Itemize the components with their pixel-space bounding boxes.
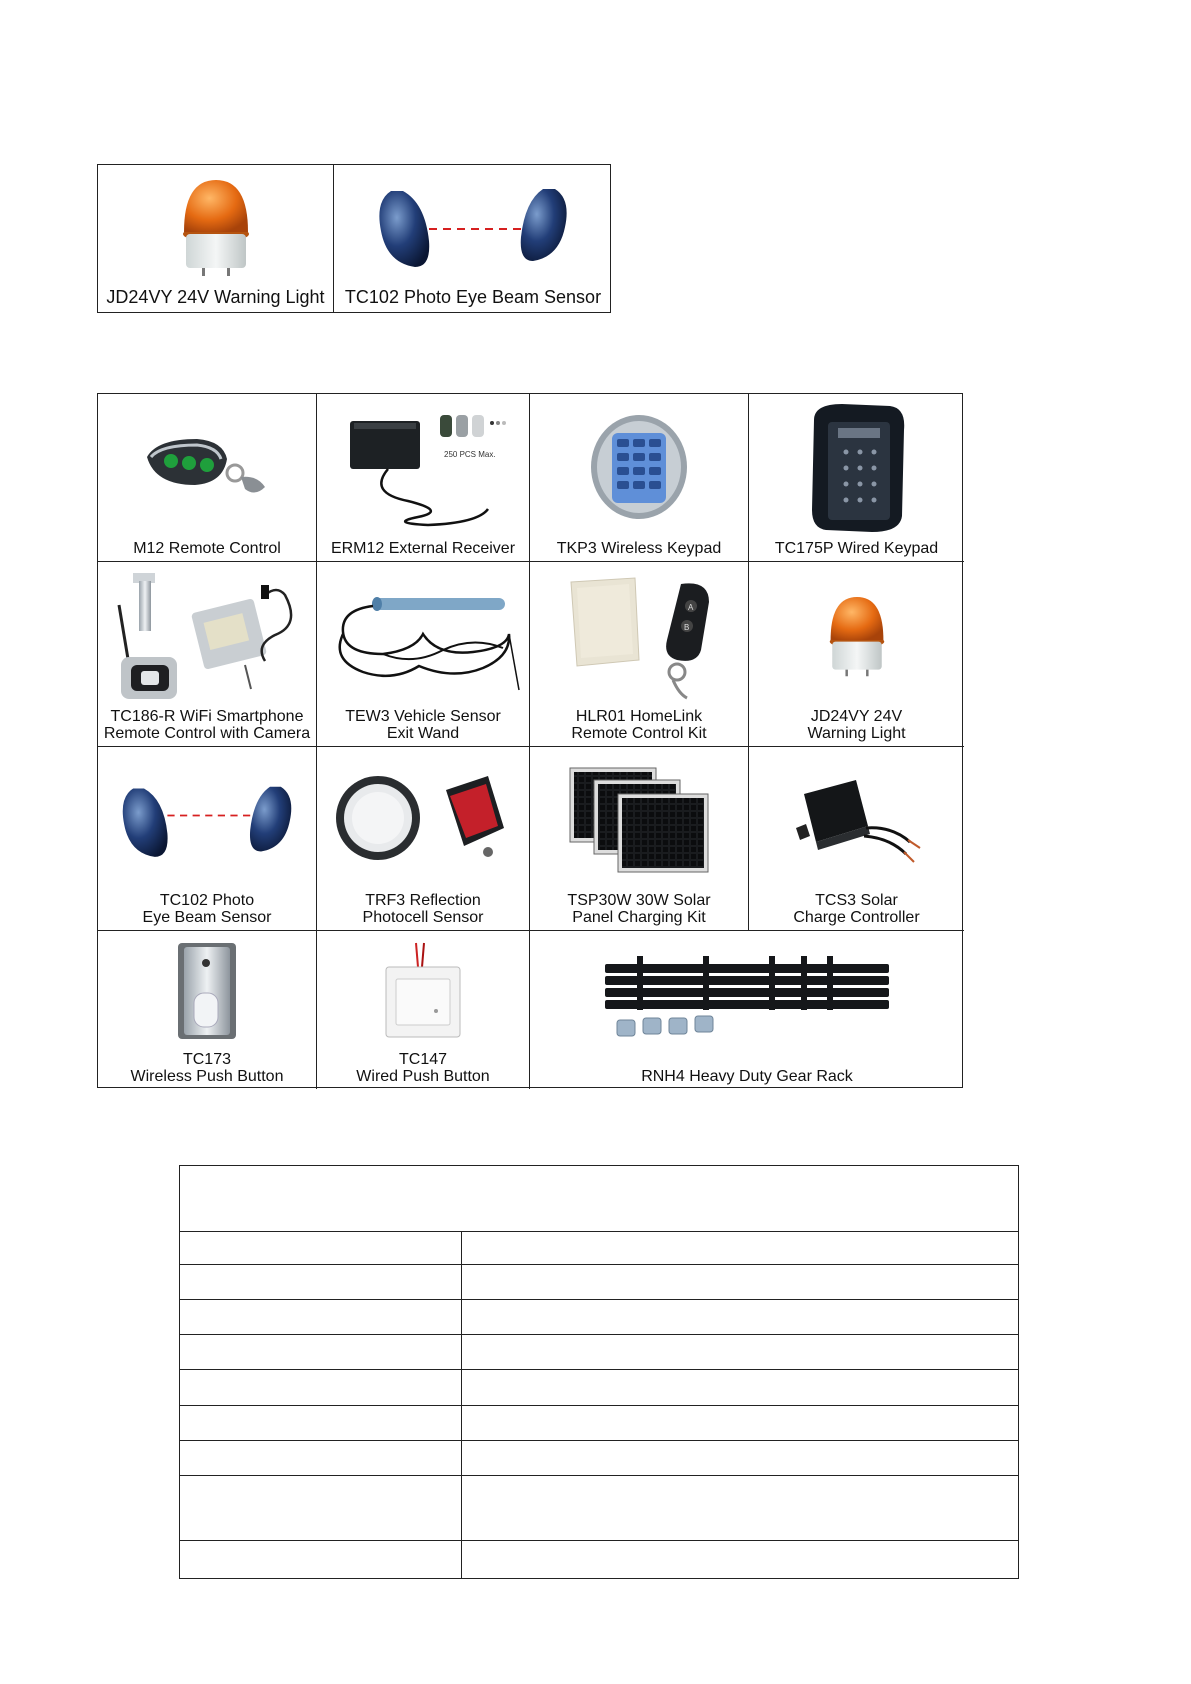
table-header-cell [180,1166,1019,1232]
accessory-caption: TEW3 Vehicle Sensor Exit Wand [345,708,501,742]
accessory-caption: TC102 Photo Eye Beam Sensor [142,892,272,926]
wifi-camera-icon [105,565,310,705]
svg-text:A: A [688,602,694,612]
photo-eye-sensor-icon [373,181,573,271]
charge-controller-icon [782,770,932,870]
wired-push-button-icon [378,941,468,1041]
product-cell-warning-light [98,165,334,312]
accessory-cell-homelink-kit [530,562,749,747]
table-row [180,1370,1019,1406]
table-row [180,1300,1019,1335]
accessory-caption: TC186-R WiFi Smartphone Remote Control with Camera [103,708,311,742]
product-caption: TC102 Photo Eye Beam Sensor [344,287,602,307]
accessory-caption: ERM12 External Receiver [330,540,516,557]
exit-wand-icon [323,570,523,700]
solar-panel-icon [564,762,714,877]
table-row [180,1335,1019,1370]
accessory-cell-charge-controller [749,747,964,931]
accessory-caption: RNH4 Heavy Duty Gear Rack [641,1068,853,1085]
wireless-push-button-icon [172,941,242,1041]
accessory-cell-photo-eye [98,747,317,931]
accessory-caption: TCS3 Solar Charge Controller [793,892,920,926]
table-row [180,1541,1019,1579]
photo-eye-sensor-icon [117,777,297,863]
table-row [180,1232,1019,1265]
accessory-caption: TSP30W 30W Solar Panel Charging Kit [567,892,711,926]
accessory-cell-wireless-push-button [98,931,317,1089]
table-row [180,1265,1019,1300]
accessory-caption: HLR01 HomeLink Remote Control Kit [571,708,707,742]
accessory-cell-gear-rack [530,931,964,1089]
wired-keypad-icon [802,400,912,535]
accessory-cell-wired-keypad [749,394,964,562]
accessories-grid [97,393,963,1088]
accessory-cell-wireless-keypad [530,394,749,562]
table-header-row [180,1166,1019,1232]
warning-light-icon [176,174,256,278]
table-row [180,1406,1019,1441]
accessory-caption: TRF3 Reflection Photocell Sensor [362,892,484,926]
remote-control-icon [137,427,277,507]
gear-rack-icon [597,950,897,1050]
accessory-caption: TC147 Wired Push Button [356,1051,490,1085]
accessory-cell-reflection-photocell [317,747,530,931]
accessory-caption: TC175P Wired Keypad [774,540,939,557]
accessory-cell-remote-control [98,394,317,562]
product-cell-photo-eye [334,165,612,312]
table-row [180,1476,1019,1541]
featured-products-grid [97,164,611,313]
accessory-cell-wired-push-button [317,931,530,1089]
receiver-image-text: 250 PCS Max. [444,449,496,459]
accessory-cell-warning-light [749,562,964,747]
wireless-keypad-icon [584,407,694,527]
accessory-caption: TKP3 Wireless Keypad [556,540,722,557]
table-row [180,1441,1019,1476]
accessory-cell-exit-wand [317,562,530,747]
warning-light-icon [824,586,890,684]
accessory-cell-wifi-camera [98,562,317,747]
accessory-cell-external-receiver [317,394,530,562]
product-caption: JD24VY 24V Warning Light [106,287,325,307]
reflection-photocell-icon [328,770,518,870]
accessory-caption: JD24VY 24V Warning Light [807,708,906,742]
accessory-caption: TC173 Wireless Push Button [130,1051,284,1085]
accessory-caption: M12 Remote Control [133,540,281,557]
homelink-kit-icon [549,568,729,703]
accessory-cell-solar-panel [530,747,749,931]
external-receiver-icon [328,405,518,530]
svg-text:B: B [684,622,690,632]
specification-table [179,1165,1019,1579]
